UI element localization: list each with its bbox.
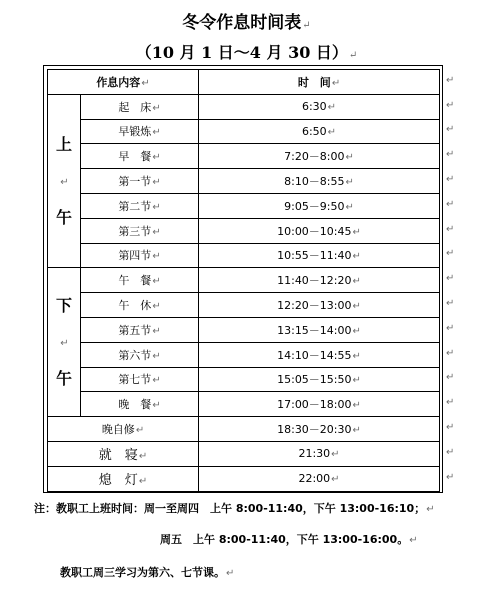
table-row <box>48 367 440 392</box>
paragraph-mark: ↵ <box>302 20 311 31</box>
time-cell: 11:40－12:20↵ <box>199 268 440 293</box>
table-row <box>48 342 440 367</box>
paragraph-mark: ↵ <box>446 298 455 310</box>
time-cell: 15:05－15:50↵ <box>199 367 440 392</box>
table-row <box>48 94 440 119</box>
time-cell: 18:30－20:30↵ <box>199 417 440 442</box>
activity-cell: 午 休↵ <box>81 293 199 318</box>
time-cell: 13:15－14:00↵ <box>199 317 440 342</box>
activity-cell: 第二节↵ <box>81 193 199 218</box>
table-row <box>48 144 440 169</box>
paragraph-mark: ↵ <box>446 347 455 359</box>
activity-cell: 晚自修↵ <box>48 417 199 442</box>
table-header-row <box>48 70 440 95</box>
activity-cell: 第一节↵ <box>81 169 199 194</box>
note-line-1: 注：教职工上班时间：周一至周四 上午 8:00-11:40，下午 13:00-16:10；↵ <box>34 502 435 515</box>
table-row <box>48 243 440 268</box>
activity-cell: 第四节↵ <box>81 243 199 268</box>
schedule-table <box>47 69 440 492</box>
header-time: 时 间↵ <box>199 70 440 95</box>
paragraph-mark: ↵ <box>446 471 455 483</box>
activity-cell: 第七节↵ <box>81 367 199 392</box>
paragraph-mark: ↵ <box>446 397 455 409</box>
time-cell: 14:10－14:55↵ <box>199 342 440 367</box>
paragraph-mark: ↵ <box>446 322 455 334</box>
activity-cell: 午 餐↵ <box>81 268 199 293</box>
paragraph-mark: ↵ <box>348 50 358 61</box>
time-cell: 10:00－10:45↵ <box>199 218 440 243</box>
paragraph-mark: ↵ <box>446 198 455 210</box>
table-row <box>48 293 440 318</box>
page-subtitle: （10 月 1 日～4 月 30 日）↵ <box>135 43 358 62</box>
paragraph-mark: ↵ <box>446 248 455 260</box>
table-row <box>48 193 440 218</box>
table-row <box>48 392 440 417</box>
note-line-2: 周五 上午 8:00-11:40，下午 13:00-16:00。↵ <box>160 533 418 546</box>
time-cell: 12:20－13:00↵ <box>199 293 440 318</box>
paragraph-mark: ↵ <box>446 422 455 434</box>
activity-cell: 晚 餐↵ <box>81 392 199 417</box>
paragraph-mark: ↵ <box>446 124 455 136</box>
paragraph-mark: ↵ <box>446 74 455 86</box>
activity-cell: 第六节↵ <box>81 342 199 367</box>
header-activity: 作息内容↵ <box>48 70 199 95</box>
segment-afternoon: 下 ↵ 午 <box>48 268 81 417</box>
paragraph-mark: ↵ <box>446 174 455 186</box>
paragraph-mark: ↵ <box>446 372 455 384</box>
activity-cell: 起 床↵ <box>81 94 199 119</box>
paragraph-mark: ↵ <box>446 273 455 285</box>
time-cell: 9:05－9:50↵ <box>199 193 440 218</box>
table-row <box>48 218 440 243</box>
table-row <box>48 317 440 342</box>
segment-morning: 上 ↵ 午 <box>48 94 81 268</box>
activity-cell: 第三节↵ <box>81 218 199 243</box>
paragraph-mark: ↵ <box>446 149 455 161</box>
table-row <box>48 169 440 194</box>
time-cell: 10:55－11:40↵ <box>199 243 440 268</box>
activity-cell: 熄 灯↵ <box>48 466 199 491</box>
time-cell: 7:20－8:00↵ <box>199 144 440 169</box>
paragraph-mark: ↵ <box>446 446 455 458</box>
table-row <box>48 417 440 442</box>
table-row <box>48 466 440 491</box>
activity-cell: 早 餐↵ <box>81 144 199 169</box>
paragraph-mark: ↵ <box>446 99 455 111</box>
paragraph-mark: ↵ <box>446 223 455 235</box>
activity-cell: 早锻炼↵ <box>81 119 199 144</box>
time-cell: 17:00－18:00↵ <box>199 392 440 417</box>
time-cell: 21:30↵ <box>199 441 440 466</box>
activity-cell: 第五节↵ <box>81 317 199 342</box>
table-row <box>48 268 440 293</box>
table-row <box>48 441 440 466</box>
time-cell: 22:00↵ <box>199 466 440 491</box>
time-cell: 6:50↵ <box>199 119 440 144</box>
time-cell: 6:30↵ <box>199 94 440 119</box>
page-title: 冬令作息时间表↵ <box>182 13 311 33</box>
activity-cell: 就 寝↵ <box>48 441 199 466</box>
time-cell: 8:10－8:55↵ <box>199 169 440 194</box>
note-line-3: 教职工周三学习为第六、七节课。↵ <box>60 566 235 579</box>
table-row <box>48 119 440 144</box>
